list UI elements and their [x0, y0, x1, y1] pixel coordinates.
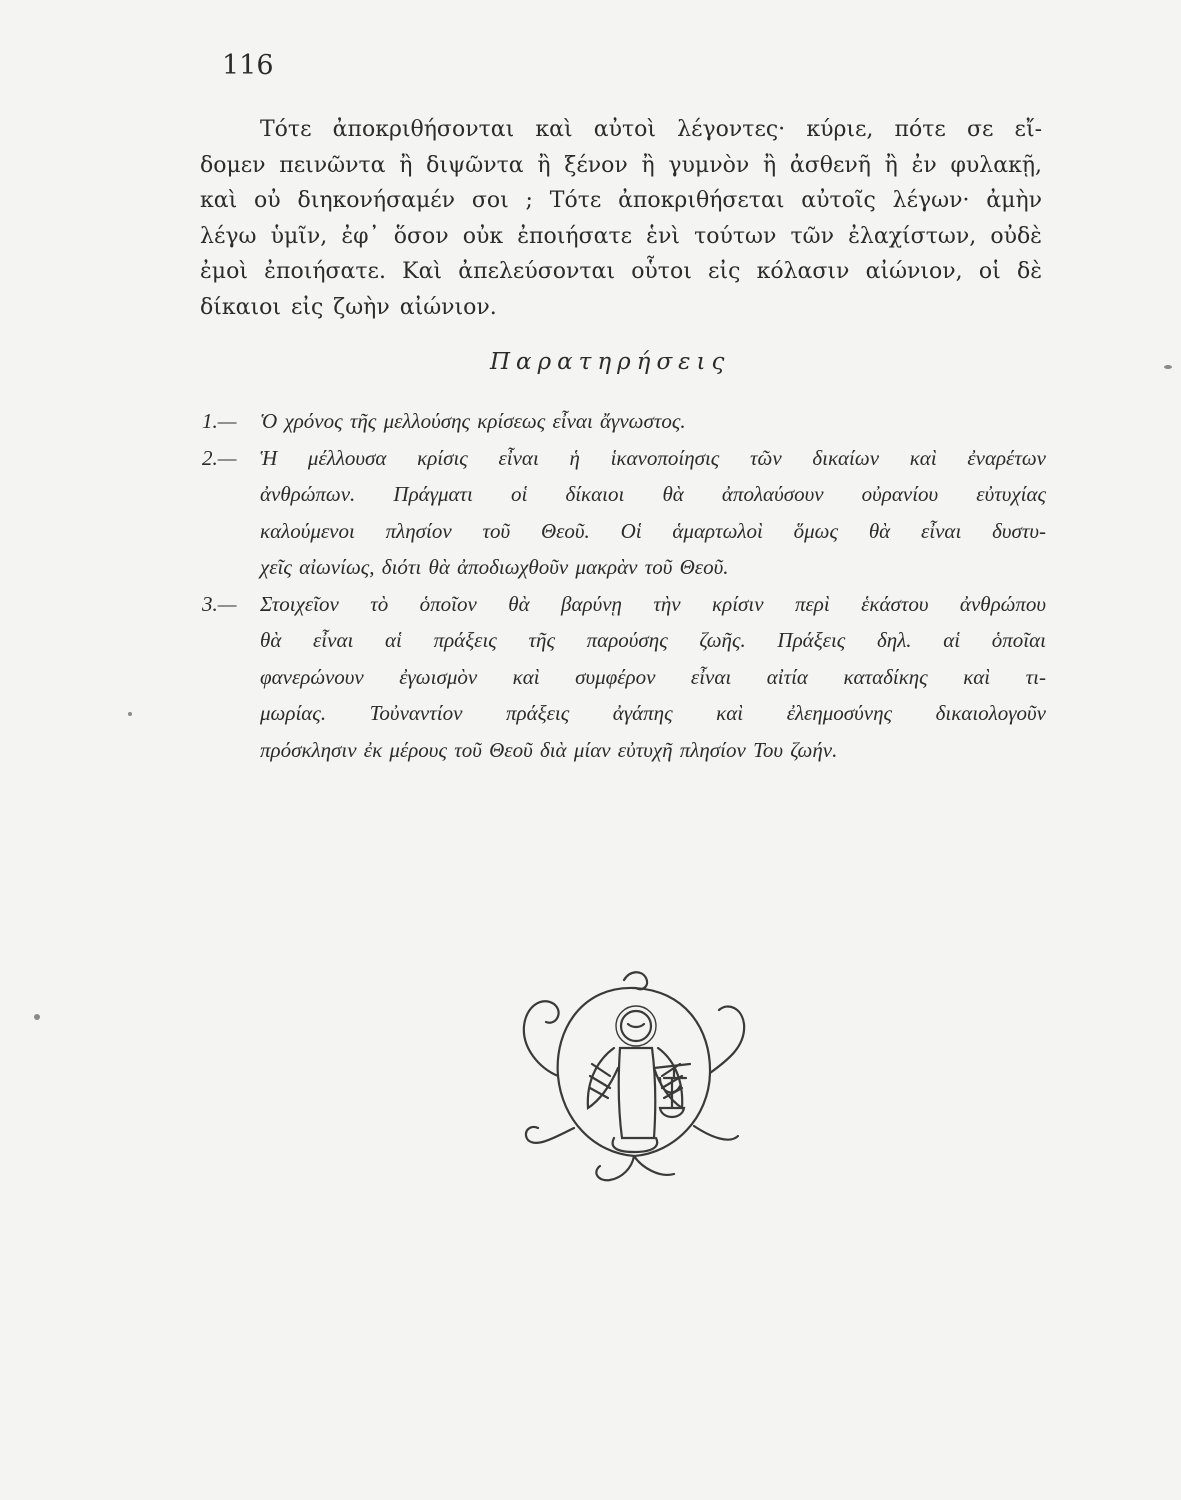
note-line: [202, 440, 1046, 477]
note-item: [202, 403, 1046, 440]
note-text: Στοιχεῖον τὸ ὁποῖον θὰ βαρύνῃ τὴν κρίσιν περὶ ἑκάστου ἀνθρώπου: [260, 591, 1046, 616]
notes-heading: Παρατηρήσεις: [490, 349, 731, 375]
paragraph-line: καὶ οὐ διηκονήσαμέν σοι ; Τότε ἀποκριθήσεται αὐτοῖς λέγων· ἀμὴν: [200, 188, 1042, 213]
main-paragraph: [200, 112, 1042, 325]
page-number: 116: [222, 50, 274, 81]
note-number: 1.—: [202, 409, 237, 433]
note-line: θὰ εἶναι αἱ πράξεις τῆς παρούσης ζωῆς. Πράξεις δηλ. αἱ ὁποῖαι: [260, 628, 1046, 652]
note-line: μωρίας. Τοὐναντίον πράξεις ἀγάπης καὶ ἐλεημοσύνης δικαιολογοῦν: [260, 701, 1046, 725]
angel-with-scales-vignette-icon: [514, 968, 754, 1188]
note-number: 2.—: [202, 445, 237, 470]
note-text: Ἡ μέλλουσα κρίσις εἶναι ἡ ἱκανοποίησις τῶν δικαίων καὶ ἐναρέτων: [260, 445, 1046, 470]
note-line: φανερώνουν ἐγωισμὸν καὶ συμφέρον εἶναι αἰτία καταδίκης καὶ τι-: [260, 664, 1046, 689]
note-line: καλούμενοι πλησίον τοῦ Θεοῦ. Οἱ ἁμαρτωλοὶ ὅμως θὰ εἶναι δυστυ-: [260, 518, 1046, 543]
note-line: [202, 586, 1046, 623]
note-line: χεῖς αἰωνίως, διότι θὰ ἀποδιωχθοῦν μακρὰν τοῦ Θεοῦ.: [260, 555, 729, 579]
notes-list: [202, 403, 1046, 768]
note-number: 3.—: [202, 591, 237, 616]
paragraph-line: λέγω ὑμῖν, ἐφ᾽ ὅσον οὐκ ἐποιήσατε ἑνὶ τούτων τῶν ἐλαχίστων, οὐδὲ: [200, 223, 1042, 249]
note-line: ἀνθρώπων. Πράγματι οἱ δίκαιοι θὰ ἀπολαύσουν οὐρανίου εὐτυχίας: [260, 482, 1046, 506]
paragraph-line: ἐμοὶ ἐποιήσατε. Καὶ ἀπελεύσονται οὗτοι εἰς κόλασιν αἰώνιον, οἱ δὲ: [200, 259, 1042, 284]
note-item: [202, 586, 1046, 769]
note-item: [202, 440, 1046, 586]
note-line: πρόσκλησιν ἐκ μέρους τοῦ Θεοῦ διὰ μίαν εὐτυχῆ πλησίον Του ζωήν.: [260, 737, 838, 762]
note-text: Ὁ χρόνος τῆς μελλούσης κρίσεως εἶναι ἄγνωστος.: [260, 409, 686, 433]
paragraph-line: δίκαιοι εἰς ζωὴν αἰώνιον.: [200, 294, 497, 320]
paragraph-line: Τότε ἀποκριθήσονται καὶ αὐτοὶ λέγοντες· κύριε, πότε σε εἴ-: [260, 117, 1042, 142]
note-line: [202, 403, 1046, 440]
paragraph-line: δομεν πεινῶντα ἢ διψῶντα ἢ ξένον ἢ γυμνὸν ἢ ἀσθενῆ ἢ ἐν φυλακῇ,: [200, 152, 1042, 178]
